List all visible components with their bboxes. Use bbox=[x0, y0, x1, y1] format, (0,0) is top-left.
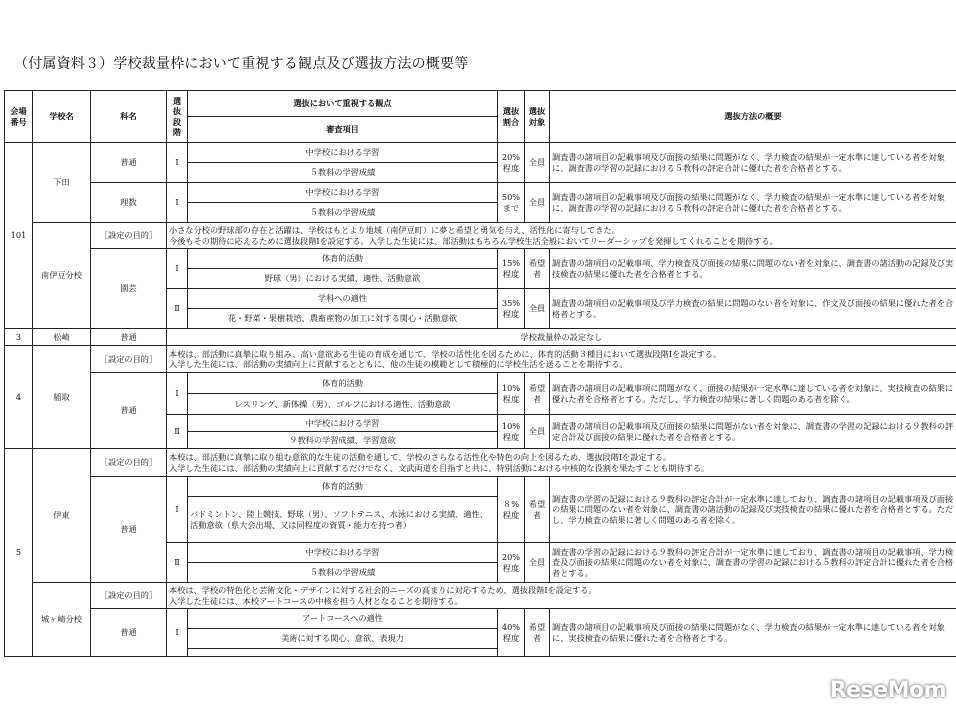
selection-rate: 15%程度 bbox=[498, 249, 525, 289]
header-items: 審査項目 bbox=[188, 117, 498, 143]
purpose-text: 本校は、部活動に真摯に取り組み、高い意欲ある生徒の育成を通じて、学校の活性化を図るために、体育的活動３種目において選抜段階Ⅰを設定する。 入学した生徒には、部活動の実績向上に貢献するとともに、他の生徒の模範として積極的に学校生活を送ることを期待する。 bbox=[167, 346, 956, 373]
review-item: 体育的活動 bbox=[188, 373, 498, 394]
selection-target: 希望者 bbox=[525, 477, 550, 543]
review-item: 野球（男）における実績、適性、活動意欲 bbox=[188, 269, 498, 289]
review-item: 中学校における学習 bbox=[188, 415, 498, 432]
selection-method: 調査書の学習の記録における９教科の評定合計が一定水準に達しており、調査書の諸項目の記載事項及び面接の結果に問題のない者を対象に、調査書の諸活動の記録及び実技検査の結果に優れた者を合格者とする。ただし、学力検査の結果に著しく問題のある者を除く。 bbox=[550, 477, 956, 543]
selection-rate: 10%程度 bbox=[498, 415, 525, 449]
header-school: 学校名 bbox=[33, 91, 91, 143]
review-item: 美術に対する関心、意欲、表現力 bbox=[188, 629, 498, 649]
selection-rate: 35%程度 bbox=[498, 289, 525, 329]
course-name: 普通 bbox=[91, 373, 167, 449]
selection-rate: 10%程度 bbox=[498, 373, 525, 415]
course-name: 理数 bbox=[91, 183, 167, 223]
header-rate: 選抜割合 bbox=[498, 91, 525, 143]
stage-label: Ⅰ bbox=[167, 183, 188, 223]
stage-label: Ⅰ bbox=[167, 143, 188, 183]
selection-rate: 20%程度 bbox=[498, 543, 525, 583]
selection-method: 調査書の諸項目の記載事項及び学力検査の結果に問題のない者を対象に、作文及び面接の結果に優れた者を合格者とする。 bbox=[550, 289, 956, 329]
selection-target: 全員 bbox=[525, 543, 550, 583]
course-name: 園芸 bbox=[91, 249, 167, 329]
header-viewpoint: 選抜において重視する観点 bbox=[188, 91, 498, 117]
review-item: 中学校における学習 bbox=[188, 543, 498, 563]
selection-target: 全員 bbox=[525, 183, 550, 223]
purpose-label: ［設定の目的］ bbox=[91, 583, 167, 609]
purpose-text: 本校は、学校の特色化と芸術文化・デザインに対する社会的ニーズの高まりに対応するため、選抜段階Ⅰを設定する。 入学した生徒には、本校アートコースの中核を担う人材となることを期待する。 bbox=[167, 583, 956, 609]
venue-number: 3 bbox=[5, 329, 33, 346]
header-row bbox=[5, 91, 956, 117]
watermark-logo: ReseMom bbox=[829, 678, 946, 703]
review-item: ５教科の学習成績 bbox=[188, 563, 498, 583]
purpose-text: 小さな分校の野球部の存在と活躍は、学校はもとより地域（南伊豆町）に夢と希望と勇気を与え、活性化に寄与してきた。 今後もその期待に応えるために選抜段階Ⅰを設定する。入学した生徒には、部活動はもちろん学校生活全般においてリーダーシップを発揮してくれることを期待する。 bbox=[167, 223, 956, 249]
selection-method: 調査書の諸項目の記載事項及び面接の結果に問題がなく、学力検査の結果が一定水準に達している者を対象に、実技検査の結果に優れた者を合格者とする。 bbox=[550, 609, 956, 657]
no-discretion-note: 学校裁量枠の設定なし bbox=[167, 329, 956, 346]
selection-method: 調査書の諸項目の記載事項に問題がなく、面接の結果が一定水準に達している者を対象に、実技検査の結果に優れた者を合格者とする。ただし、学力検査の結果に著しく問題のある者を除く。 bbox=[550, 373, 956, 415]
header-method: 選抜方法の概要 bbox=[550, 91, 956, 143]
review-item: アートコースへの適性 bbox=[188, 609, 498, 629]
review-item: 中学校における学習 bbox=[188, 183, 498, 203]
purpose-label: ［設定の目的］ bbox=[91, 346, 167, 373]
review-item: ５教科の学習成績 bbox=[188, 163, 498, 183]
document-title: （付属資料３）学校裁量枠において重視する観点及び選抜方法の概要等 bbox=[14, 56, 469, 72]
header-stage: 選抜段階 bbox=[167, 91, 188, 143]
selection-method: 調査書の諸項目の記載事項及び面接の結果に問題がなく、学力検査の結果が一定水準に達している者を対象に、調査書の学習の記録における５教科の評定合計に優れた者を合格者とする。 bbox=[550, 183, 956, 223]
review-item: バドミントン、陸上競技、野球（男）、ソフトテニス、水泳における実績、適性、活動意欲（県大会出場、又は同程度の資質・能力を持つ者） bbox=[188, 497, 498, 543]
course-name: 普通 bbox=[91, 143, 167, 183]
stage-label: Ⅰ bbox=[167, 249, 188, 289]
review-item: 花・野菜・果樹栽培、農畜産物の加工に対する関心・活動意欲 bbox=[188, 309, 498, 329]
purpose-label: ［設定の目的］ bbox=[91, 223, 167, 249]
school-name: 城ヶ崎分校 bbox=[33, 583, 91, 657]
selection-method: 調査書の諸項目の記載事項、学力検査及び面接の結果に問題のない者を対象に、調査書の諸活動の記録及び実技検査の結果に優れた者を合格者とする。 bbox=[550, 249, 956, 289]
selection-rate: ８%程度 bbox=[498, 477, 525, 543]
selection-target: 全員 bbox=[525, 143, 550, 183]
stage-label: Ⅰ bbox=[167, 609, 188, 657]
course-name: 普通 bbox=[91, 329, 167, 346]
purpose-label: ［設定の目的］ bbox=[91, 449, 167, 477]
stage-label: Ⅰ bbox=[167, 373, 188, 415]
header-target: 選抜対象 bbox=[525, 91, 550, 143]
selection-target: 希望者 bbox=[525, 373, 550, 415]
review-item-empty bbox=[188, 649, 498, 657]
selection-rate: 20%程度 bbox=[498, 143, 525, 183]
purpose-text: 本校は、部活動に真摯に取り組む意欲的な生徒の活動を通して、学校のさらなる活性化や特色の向上を図るため、選抜段階Ⅰを設定する。 入学した生徒には、部活動の実績向上に貢献するだけでなく、文武両道を目指すと共に、特別活動における中核的な役割を果たすことも期待する。 bbox=[167, 449, 956, 477]
review-item: ９教科の学習成績、学習意欲 bbox=[188, 432, 498, 449]
selection-method: 調査書の諸項目の記載事項及び面接の結果に問題がない者を対象に、調査書の学習の記録における９教科の評定合計及び面接の結果に優れた者を合格者とする。 bbox=[550, 415, 956, 449]
school-name: 南伊豆分校 bbox=[33, 223, 91, 329]
selection-method: 調査書の学習の記録における９教科の評定合計が一定水準に達しており、調査書の諸項目の記載事項、学力検査及び面接の結果に問題のない者を対象に、調査書の学習の記録における５教科の評定合計に優れた者を合格者とする。 bbox=[550, 543, 956, 583]
selection-table bbox=[4, 90, 956, 657]
review-item: 学科への適性 bbox=[188, 289, 498, 309]
selection-target: 希望者 bbox=[525, 609, 550, 657]
school-name: 稲取 bbox=[33, 346, 91, 449]
venue-number: 4 bbox=[5, 346, 33, 449]
selection-rate: 50%まで bbox=[498, 183, 525, 223]
stage-label: Ⅱ bbox=[167, 289, 188, 329]
stage-label: Ⅰ bbox=[167, 477, 188, 543]
selection-target: 希望者 bbox=[525, 249, 550, 289]
course-name: 普通 bbox=[91, 609, 167, 657]
header-no: 会場番号 bbox=[5, 91, 33, 143]
school-name: 下田 bbox=[33, 143, 91, 223]
review-item: 中学校における学習 bbox=[188, 143, 498, 163]
review-item: 体育的活動 bbox=[188, 249, 498, 269]
course-name: 普通 bbox=[91, 477, 167, 583]
school-name: 松崎 bbox=[33, 329, 91, 346]
selection-target: 全員 bbox=[525, 289, 550, 329]
venue-number: 5 bbox=[5, 449, 33, 657]
review-item: レスリング、新体操（男）、ゴルフにおける適性、活動意欲 bbox=[188, 394, 498, 415]
review-item: 体育的活動 bbox=[188, 477, 498, 497]
venue-number: 101 bbox=[5, 143, 33, 329]
stage-label: Ⅱ bbox=[167, 415, 188, 449]
selection-method: 調査書の諸項目の記載事項及び面接の結果に問題がなく、学力検査の結果が一定水準に達している者を対象に、調査書の学習の記録における５教科の評定合計に優れた者を合格者とする。 bbox=[550, 143, 956, 183]
selection-rate: 40%程度 bbox=[498, 609, 525, 657]
header-course: 科名 bbox=[91, 91, 167, 143]
school-name: 伊東 bbox=[33, 449, 91, 583]
stage-label: Ⅱ bbox=[167, 543, 188, 583]
selection-target: 全員 bbox=[525, 415, 550, 449]
review-item: ５教科の学習成績 bbox=[188, 203, 498, 223]
